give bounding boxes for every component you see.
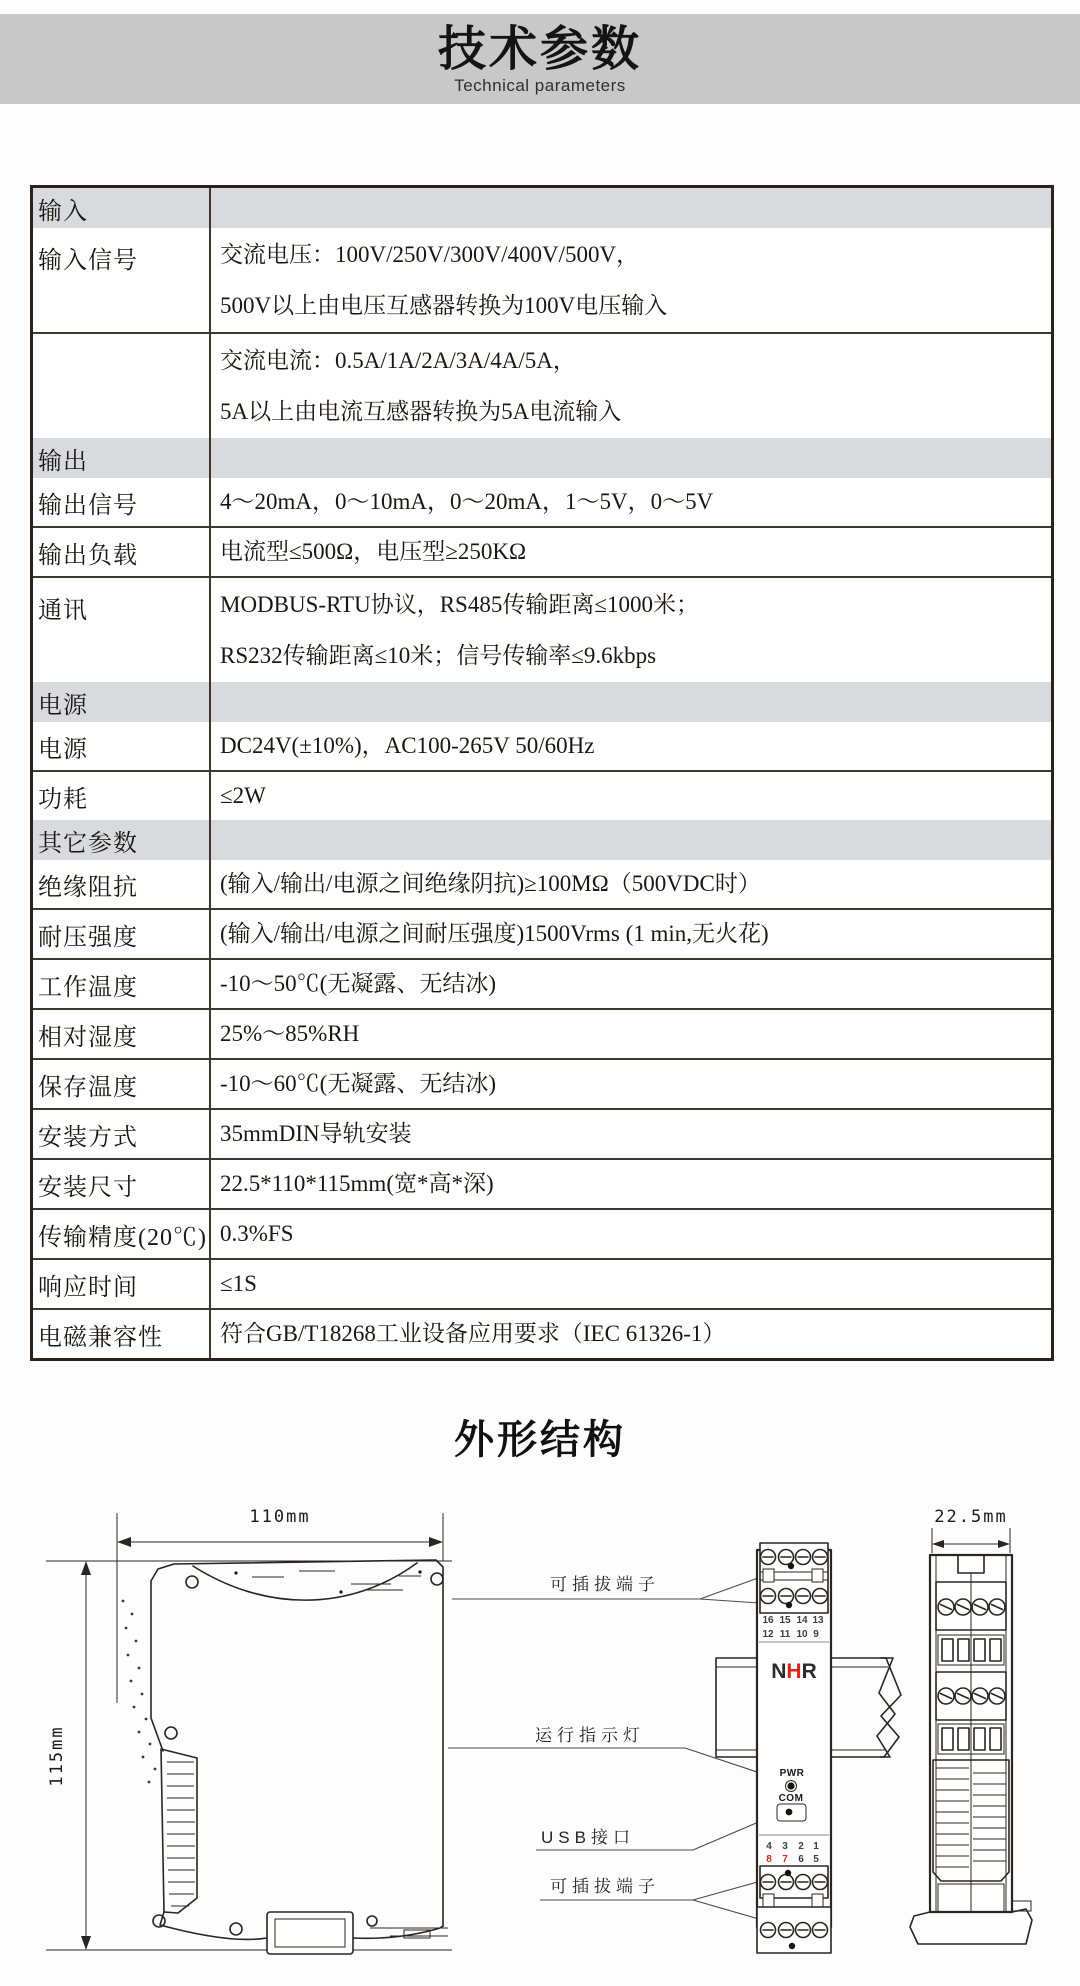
value-line: DC24V(±10%)，AC100-265V 50/60Hz <box>220 733 595 758</box>
row-label: 相对湿度 <box>33 1010 211 1058</box>
value-line: 500V以上由电压互感器转换为100V电压输入 <box>220 293 668 318</box>
value-line: ≤2W <box>220 783 266 808</box>
section-spacer <box>211 188 1051 228</box>
callout-usb <box>536 1812 782 1850</box>
row-label: 通讯 <box>33 578 211 682</box>
callout-bottom-terminal-label: 可插拔端子 <box>550 1877 660 1896</box>
value-line: 电流型≤500Ω，电压型≥250KΩ <box>220 539 527 564</box>
row-label: 电源 <box>33 722 211 770</box>
section-spacer <box>211 820 1051 860</box>
row-label: 绝缘阻抗 <box>33 860 211 908</box>
page-header <box>0 14 1080 104</box>
value-line: 35mmDIN导轨安装 <box>220 1121 412 1146</box>
terminal-number: 6 <box>798 1854 804 1865</box>
terminal-number: 11 <box>779 1629 791 1640</box>
value-line: -10～50℃(无凝露、无结冰) <box>220 971 496 996</box>
row-label: 输出负载 <box>33 528 211 576</box>
value-line: 符合GB/T18268工业设备应用要求（IEC 61326-1） <box>220 1321 726 1346</box>
front-view-drawing <box>757 1543 831 1953</box>
value-line: 25%～85%RH <box>220 1021 360 1046</box>
dim-height-label: 115mm <box>47 1725 67 1787</box>
terminal-number: 1 <box>813 1841 819 1852</box>
table-row <box>33 958 1051 1008</box>
terminal-number: 12 <box>762 1629 774 1640</box>
terminal-number: 16 <box>762 1615 774 1626</box>
row-value <box>211 528 1051 576</box>
page-title: 技术参数 <box>437 23 642 76</box>
table-row <box>33 1108 1051 1158</box>
table-row <box>33 1258 1051 1308</box>
row-value <box>211 1210 1051 1258</box>
row-value <box>211 722 1051 770</box>
row-value <box>211 1110 1051 1158</box>
value-line: RS232传输距离≤10米；信号传输率≤9.6kbps <box>220 643 657 668</box>
value-line: 交流电压：100V/250V/300V/400V/500V， <box>220 242 640 267</box>
page-subtitle: Technical parameters <box>454 76 626 95</box>
top-terminal-block <box>760 1543 828 1613</box>
com-label: COM <box>778 1793 804 1804</box>
row-value <box>211 1260 1051 1308</box>
nhr-logo: NHR <box>771 1660 817 1683</box>
callouts <box>448 1566 791 1928</box>
row-value <box>211 910 1051 958</box>
section-spacer <box>211 438 1051 478</box>
terminal-number: 13 <box>812 1615 824 1626</box>
table-row <box>33 478 1051 526</box>
pwr-label: PWR <box>779 1768 805 1779</box>
table-row <box>33 1058 1051 1108</box>
row-label: 传输精度(20℃) <box>33 1210 211 1258</box>
table-row <box>33 526 1051 576</box>
table-section-row <box>33 820 1051 860</box>
row-label <box>33 334 211 438</box>
value-line: 交流电流：0.5A/1A/2A/3A/4A/5A， <box>220 348 576 373</box>
dim-width-label: 110mm <box>249 1507 311 1527</box>
table-row <box>33 1008 1051 1058</box>
row-value <box>211 772 1051 820</box>
table-row <box>33 228 1051 332</box>
terminal-number: 9 <box>813 1629 819 1640</box>
end-view-drawing <box>877 1507 1032 1944</box>
row-label: 输出信号 <box>33 478 211 526</box>
callout-indicator-label: 运行指示灯 <box>535 1726 645 1745</box>
value-line: ≤1S <box>220 1271 257 1296</box>
callout-top-terminal <box>452 1566 791 1605</box>
table-section-row <box>33 682 1051 722</box>
callout-top-terminal-label: 可插拔端子 <box>550 1575 660 1594</box>
section-label: 电源 <box>33 682 211 722</box>
section-spacer <box>211 682 1051 722</box>
dim-depth-label: 22.5mm <box>934 1507 1008 1527</box>
section-label: 输出 <box>33 438 211 478</box>
section-label: 其它参数 <box>33 820 211 860</box>
row-label: 工作温度 <box>33 960 211 1008</box>
row-value <box>211 1160 1051 1208</box>
callout-bottom-terminal <box>540 1874 790 1928</box>
value-line: -10～60℃(无凝露、无结冰) <box>220 1071 496 1096</box>
dim-width <box>117 1507 443 1547</box>
outline-structure-title: 外形结构 <box>454 1418 626 1462</box>
bottom-terminal-block <box>757 1866 831 1953</box>
value-line: (输入/输出/电源之间绝缘阴抗)≥100MΩ（500VDC时） <box>220 871 761 896</box>
table-row <box>33 722 1051 770</box>
row-label: 安装方式 <box>33 1110 211 1158</box>
terminal-number: 7 <box>782 1854 788 1865</box>
row-value <box>211 960 1051 1008</box>
row-label: 保存温度 <box>33 1060 211 1108</box>
row-label: 安装尺寸 <box>33 1160 211 1208</box>
table-row <box>33 770 1051 820</box>
table-row <box>33 860 1051 908</box>
terminal-number: 15 <box>779 1615 791 1626</box>
terminal-number: 4 <box>766 1841 772 1852</box>
terminal-number: 14 <box>796 1615 808 1626</box>
spec-table <box>30 185 1054 1361</box>
section-label: 输入 <box>33 188 211 228</box>
row-value <box>211 578 1051 682</box>
terminal-number: 2 <box>798 1841 804 1852</box>
value-line: 5A以上由电流互感器转换为5A电流输入 <box>220 399 622 424</box>
terminal-number: 3 <box>782 1841 788 1852</box>
table-row <box>33 1158 1051 1208</box>
table-row <box>33 1308 1051 1358</box>
row-value <box>211 1010 1051 1058</box>
row-value <box>211 1310 1051 1358</box>
row-label: 功耗 <box>33 772 211 820</box>
value-line: MODBUS-RTU协议，RS485传输距离≤1000米； <box>220 592 699 617</box>
table-section-row <box>33 188 1051 228</box>
row-label: 电磁兼容性 <box>33 1310 211 1358</box>
side-view-drawing <box>46 1507 452 1954</box>
outline-drawing <box>0 1460 1080 1986</box>
value-line: 4～20mA，0～10mA，0～20mA，1～5V，0～5V <box>220 489 714 514</box>
row-label: 耐压强度 <box>33 910 211 958</box>
value-line: 22.5*110*115mm(宽*高*深) <box>220 1171 494 1196</box>
row-value <box>211 334 1051 438</box>
dim-height <box>47 1561 91 1950</box>
row-label: 输入信号 <box>33 228 211 332</box>
callout-indicator <box>448 1726 787 1782</box>
value-line: (输入/输出/电源之间耐压强度)1500Vrms (1 min,无火花) <box>220 921 769 946</box>
terminal-number: 10 <box>796 1629 808 1640</box>
callout-usb-label: USB接口 <box>541 1828 635 1847</box>
table-row <box>33 908 1051 958</box>
value-line: 0.3%FS <box>220 1221 294 1246</box>
dim-depth <box>932 1507 1010 1553</box>
row-value <box>211 478 1051 526</box>
row-label: 响应时间 <box>33 1260 211 1308</box>
row-value <box>211 228 1051 332</box>
table-row <box>33 332 1051 438</box>
terminal-number: 5 <box>813 1854 819 1865</box>
table-section-row <box>33 438 1051 478</box>
table-row <box>33 1208 1051 1258</box>
terminal-number: 8 <box>766 1854 772 1865</box>
row-value <box>211 1060 1051 1108</box>
table-row <box>33 576 1051 682</box>
row-value <box>211 860 1051 908</box>
